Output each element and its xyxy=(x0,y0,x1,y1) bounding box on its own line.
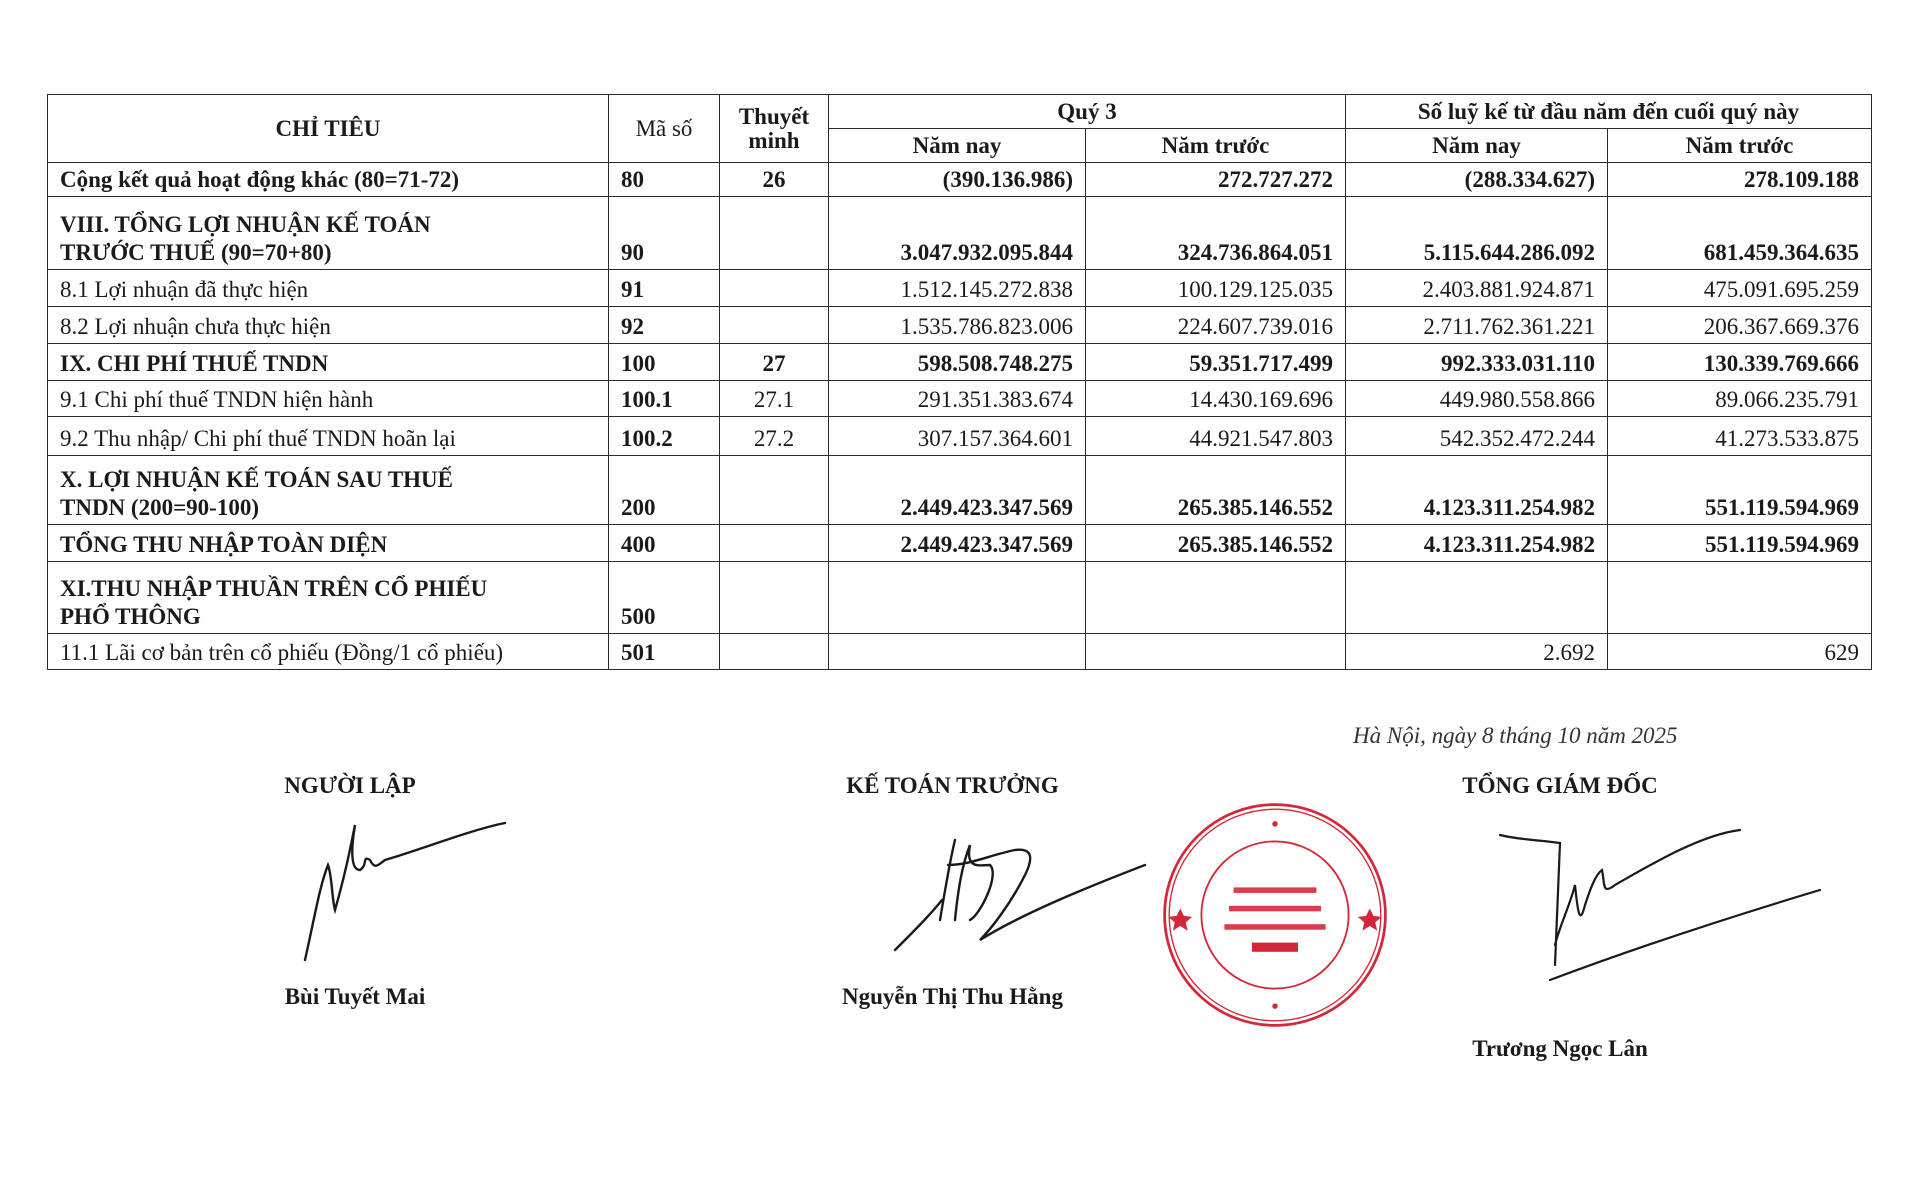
table-row xyxy=(48,307,1872,344)
row-q-last: 100.129.125.035 xyxy=(1086,270,1346,307)
row-name: 9.2 Thu nhập/ Chi phí thuế TNDN hoãn lại xyxy=(48,417,609,456)
row-ytd-last: 206.367.669.376 xyxy=(1608,307,1872,344)
row-q-last: 272.727.272 xyxy=(1086,163,1346,197)
row-note: 27.2 xyxy=(720,417,829,456)
row-name: Cộng kết quả hoạt động khác (80=71-72) xyxy=(48,163,609,197)
table-row xyxy=(48,634,1872,670)
row-q-last: 324.736.864.051 xyxy=(1086,197,1346,270)
row-code: 100.1 xyxy=(609,381,720,417)
row-note xyxy=(720,197,829,270)
income-statement-table xyxy=(47,94,1872,670)
row-ytd-last: 551.119.594.969 xyxy=(1608,525,1872,562)
row-q-this: 291.351.383.674 xyxy=(829,381,1086,417)
row-name-line2: TRƯỚC THUẾ (90=70+80) xyxy=(60,240,332,265)
row-q-this: 3.047.932.095.844 xyxy=(829,197,1086,270)
row-code: 91 xyxy=(609,270,720,307)
preparer-signature xyxy=(290,815,520,965)
stamp-star-right-icon xyxy=(1358,909,1382,931)
preparer-name: Bùi Tuyết Mai xyxy=(284,984,426,1009)
row-name: TỔNG THU NHẬP TOÀN DIỆN xyxy=(48,525,609,562)
table-row xyxy=(48,562,1872,634)
row-q-this: 1.535.786.823.006 xyxy=(829,307,1086,344)
row-ytd-this: 2.403.881.924.871 xyxy=(1346,270,1608,307)
row-ytd-this: 4.123.311.254.982 xyxy=(1346,525,1608,562)
row-name: 11.1 Lãi cơ bản trên cổ phiếu (Đồng/1 cổ phiếu) xyxy=(48,634,609,670)
row-q-this: 598.508.748.275 xyxy=(829,344,1086,381)
row-note xyxy=(720,270,829,307)
row-name xyxy=(48,197,609,270)
header-ytd-group: Số luỹ kế từ đầu năm đến cuối quý này xyxy=(1346,95,1872,129)
row-ytd-this: 2.711.762.361.221 xyxy=(1346,307,1608,344)
row-note xyxy=(720,307,829,344)
row-code: 92 xyxy=(609,307,720,344)
row-code: 100.2 xyxy=(609,417,720,456)
row-name xyxy=(48,456,609,525)
row-q-this: 2.449.423.347.569 xyxy=(829,525,1086,562)
row-q-this xyxy=(829,634,1086,670)
row-code: 200 xyxy=(609,456,720,525)
row-name-line1: XI.THU NHẬP THUẦN TRÊN CỔ PHIẾU xyxy=(60,576,488,601)
row-note: 27.1 xyxy=(720,381,829,417)
row-q-this xyxy=(829,562,1086,634)
header-quarter-this-year: Năm nay xyxy=(829,129,1086,163)
header-note xyxy=(720,95,829,163)
company-stamp xyxy=(1160,800,1390,1030)
row-ytd-last: 629 xyxy=(1608,634,1872,670)
row-code: 501 xyxy=(609,634,720,670)
row-ytd-this: 4.123.311.254.982 xyxy=(1346,456,1608,525)
row-ytd-last: 551.119.594.969 xyxy=(1608,456,1872,525)
row-q-last: 265.385.146.552 xyxy=(1086,456,1346,525)
header-ytd-last-year: Năm trước xyxy=(1608,129,1872,163)
row-note: 26 xyxy=(720,163,829,197)
row-code: 90 xyxy=(609,197,720,270)
row-ytd-last: 41.273.533.875 xyxy=(1608,417,1872,456)
header-indicator: CHỈ TIÊU xyxy=(48,95,609,163)
row-ytd-last: 475.091.695.259 xyxy=(1608,270,1872,307)
table-row xyxy=(48,456,1872,525)
row-ytd-this: 449.980.558.866 xyxy=(1346,381,1608,417)
stamp-star-left-icon xyxy=(1168,909,1192,931)
row-name-line2: TNDN (200=90-100) xyxy=(60,495,260,520)
table-row xyxy=(48,381,1872,417)
row-ytd-last: 130.339.769.666 xyxy=(1608,344,1872,381)
table-row xyxy=(48,344,1872,381)
row-name: IX. CHI PHÍ THUẾ TNDN xyxy=(48,344,609,381)
row-ytd-last: 278.109.188 xyxy=(1608,163,1872,197)
row-ytd-last: 89.066.235.791 xyxy=(1608,381,1872,417)
row-q-last xyxy=(1086,634,1346,670)
signing-date: Hà Nội, ngày 8 tháng 10 năm 2025 xyxy=(1353,723,1678,748)
header-code: Mã số xyxy=(609,95,720,163)
row-q-this: 307.157.364.601 xyxy=(829,417,1086,456)
header-note-text: Thuyết minh xyxy=(738,103,810,153)
row-q-this: 2.449.423.347.569 xyxy=(829,456,1086,525)
row-q-last: 44.921.547.803 xyxy=(1086,417,1346,456)
row-code: 80 xyxy=(609,163,720,197)
row-q-last: 59.351.717.499 xyxy=(1086,344,1346,381)
row-q-last: 265.385.146.552 xyxy=(1086,525,1346,562)
row-ytd-this: (288.334.627) xyxy=(1346,163,1608,197)
row-note xyxy=(720,456,829,525)
director-signature xyxy=(1490,815,1830,985)
director-name: Trương Ngọc Lân xyxy=(1472,1036,1648,1061)
row-name xyxy=(48,562,609,634)
row-note xyxy=(720,634,829,670)
row-ytd-last xyxy=(1608,562,1872,634)
row-q-this: 1.512.145.272.838 xyxy=(829,270,1086,307)
table-row xyxy=(48,197,1872,270)
row-q-last: 224.607.739.016 xyxy=(1086,307,1346,344)
chief-accountant-signature xyxy=(880,820,1150,960)
row-name-line1: X. LỢI NHUẬN KẾ TOÁN SAU THUẾ xyxy=(60,467,453,492)
row-code: 400 xyxy=(609,525,720,562)
header-row-top xyxy=(48,95,1872,129)
chief-accountant-title: KẾ TOÁN TRƯỞNG xyxy=(846,773,1059,798)
table-row xyxy=(48,270,1872,307)
row-q-this: (390.136.986) xyxy=(829,163,1086,197)
row-code: 100 xyxy=(609,344,720,381)
row-ytd-this: 992.333.031.110 xyxy=(1346,344,1608,381)
row-q-last xyxy=(1086,562,1346,634)
preparer-title: NGƯỜI LẬP xyxy=(284,773,416,798)
row-name-line1: VIII. TỔNG LỢI NHUẬN KẾ TOÁN xyxy=(60,212,431,237)
row-ytd-last: 681.459.364.635 xyxy=(1608,197,1872,270)
director-title: TỔNG GIÁM ĐỐC xyxy=(1462,773,1658,798)
row-note xyxy=(720,525,829,562)
row-ytd-this: 542.352.472.244 xyxy=(1346,417,1608,456)
row-name-line2: PHỔ THÔNG xyxy=(60,604,201,629)
row-name: 8.2 Lợi nhuận chưa thực hiện xyxy=(48,307,609,344)
row-name: 9.1 Chi phí thuế TNDN hiện hành xyxy=(48,381,609,417)
table-row xyxy=(48,417,1872,456)
row-ytd-this: 2.692 xyxy=(1346,634,1608,670)
row-name: 8.1 Lợi nhuận đã thực hiện xyxy=(48,270,609,307)
table-row xyxy=(48,163,1872,197)
table-row xyxy=(48,525,1872,562)
row-q-last: 14.430.169.696 xyxy=(1086,381,1346,417)
chief-accountant-name: Nguyễn Thị Thu Hằng xyxy=(842,984,1063,1009)
row-ytd-this xyxy=(1346,562,1608,634)
row-code: 500 xyxy=(609,562,720,634)
row-note xyxy=(720,562,829,634)
header-quarter-group: Quý 3 xyxy=(829,95,1346,129)
row-note: 27 xyxy=(720,344,829,381)
header-quarter-last-year: Năm trước xyxy=(1086,129,1346,163)
header-ytd-this-year: Năm nay xyxy=(1346,129,1608,163)
row-ytd-this: 5.115.644.286.092 xyxy=(1346,197,1608,270)
